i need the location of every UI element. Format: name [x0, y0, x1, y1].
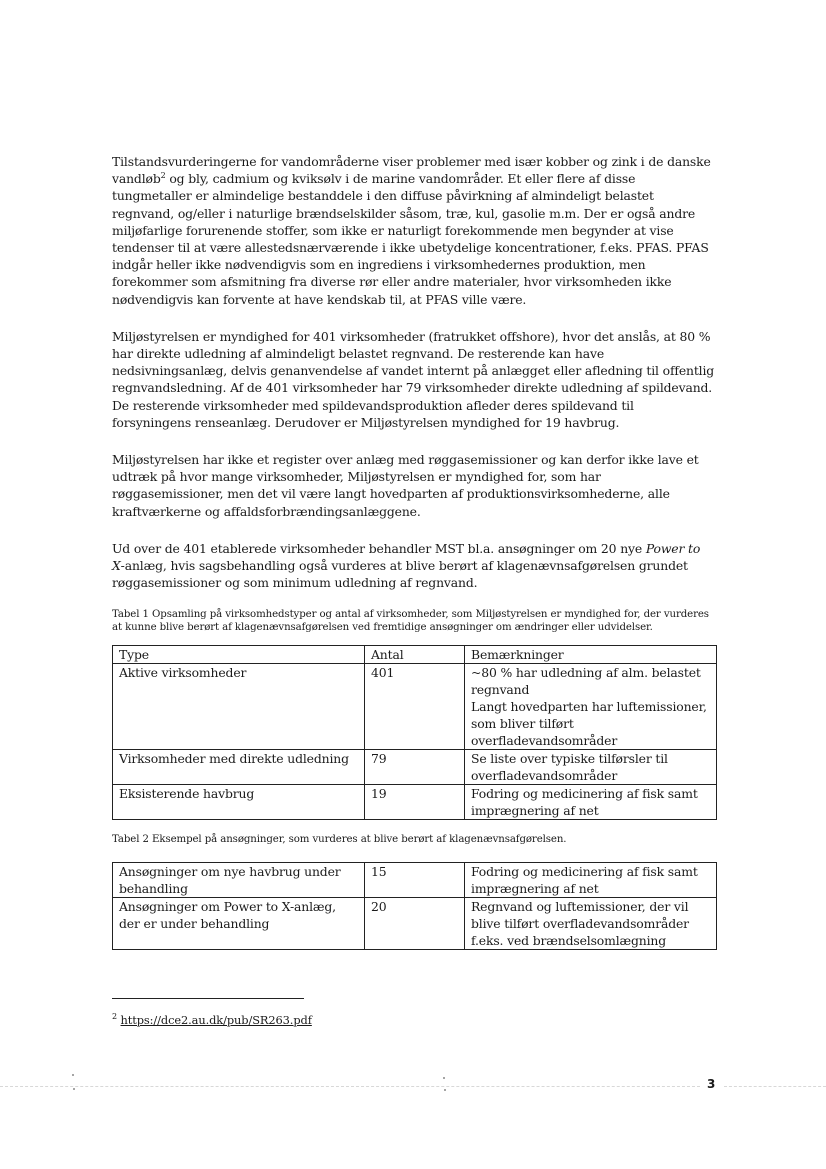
column-header-type: Type — [113, 645, 365, 663]
table-cell-count: 401 — [365, 663, 465, 749]
table-1 — [112, 645, 717, 820]
table-cell-type: Virksomheder med direkte udledning — [113, 749, 365, 784]
paragraph-2: Miljøstyrelsen er myndighed for 401 virksomheder (fratrukket offshore), hvor det anslås, at 80 % har direkte udledning af almindeligt belastet regnvand. De resterende kan have nedsivningsanlæg, delvis genanvendelse af vandet internt på anlægget eller afledning til offentlig regnvandsledning. Af de 401 virksomheder har 79 virksomheder direkte udledning af spildevand. De resterende virksomheder med spildevandsproduktion afleder deres spildevand til forsyningens renseanlæg. Derudover er Miljøstyrelsen myndighed for 19 havbrug. — [112, 328, 715, 430]
footnote — [112, 1012, 312, 1027]
footnote-ref[interactable]: 2 — [160, 171, 166, 181]
table-cell-remarks — [465, 784, 717, 819]
scan-artifact-dot — [443, 1077, 445, 1079]
table-1-caption: Tabel 1 Opsamling på virksomhedstyper og antal af virksomheder, som Miljøstyrelsen er myndighed for, der vurderes at kunne blive berørt af klagenævnsafgørelsen ved fremtidige ansøgninger om ændringer eller udvidelser. — [112, 609, 709, 634]
column-header-count: Antal — [365, 645, 465, 663]
table-2 — [112, 862, 717, 950]
paragraph-1-text-cont: og bly, cadmium og kviksølv i de marine vandområder. Et eller flere af disse tungmetaller er almindelige bestanddele i den diffuse påvirkning af almindeligt belastet regnvand, og/eller i naturlige brændselskilder såsom, træ, kul, gasolie m.m. Der er også andre miljøfarlige forurenende stoffer, som ikke er naturligt forekommende men begynder at vise tendenser til at være allestedsnærværende i ikke ubetydelige koncentrationer, f.eks. PFAS. PFAS indgår heller ikke nødvendigvis som en ingrediens i virksomhedernes produktion, men forekommer som afsmitning fra diverse rør eller andre materialer, hvor virksomheden ikke nødvendigvis kan forvente at have kendskab til, at PFAS ville være. — [112, 171, 709, 307]
table-1-header-row — [113, 645, 717, 663]
table-cell-type: Aktive virksomheder — [113, 663, 365, 749]
paragraph-4-emphasis: Power to X — [112, 540, 701, 574]
remark-line: Se liste over typiske tilførsler til overfladevandsområder — [471, 750, 668, 783]
table-cell-type: Ansøgninger om nye havbrug under behandling — [113, 863, 365, 898]
paragraph-4-text: Ud over de 401 etablerede virksomheder behandler MST bl.a. ansøgninger om 20 nye — [112, 540, 646, 556]
table-2-caption: Tabel 2 Eksempel på ansøgninger, som vurderes at blive berørt af klagenævnsafgørelsen. — [112, 833, 567, 845]
scan-artifact-line — [0, 1086, 700, 1087]
scan-artifact-dot — [72, 1074, 74, 1076]
table-cell-count: 19 — [365, 784, 465, 819]
table-cell-count: 15 — [365, 863, 465, 898]
scan-artifact-dot — [444, 1089, 446, 1091]
table-cell-count: 20 — [365, 898, 465, 950]
footnote-divider — [112, 998, 304, 999]
paragraph-1-text: Tilstandsvurderingerne for vandområderne viser problemer med især kobber og zink i de danske vandløb — [112, 154, 711, 187]
scan-artifact-line — [724, 1086, 826, 1087]
remark-line: Fodring og medicinering af fisk samt imprægnering af net — [471, 785, 698, 818]
footnote-link[interactable]: https://dce2.au.dk/pub/SR263.pdf — [120, 1012, 312, 1027]
table-row — [113, 898, 717, 950]
document-body — [112, 153, 716, 950]
table-cell-remarks — [465, 749, 717, 784]
table-cell-remarks: Fodring og medicinering af fisk samt imprægnering af net — [465, 863, 717, 898]
table-cell-remarks — [465, 663, 717, 749]
remark-line: Langt hovedparten har luftemissioner, som bliver tilført overfladevandsområder — [471, 698, 707, 748]
page-number: 3 — [707, 1077, 716, 1091]
paragraph-3: Miljøstyrelsen har ikke et register over anlæg med røggasemissioner og kan derfor ikke lave et udtræk på hvor mange virksomheder, Miljøstyrelsen er myndighed for, som har røggasemissioner, men det vil være langt hovedparten af produktionsvirksomhederne, alle kraftværkerne og affaldsforbrændingsanlæggene. — [112, 452, 699, 519]
column-header-remarks: Bemærkninger — [465, 645, 717, 663]
footnote-number: 2 — [112, 1012, 117, 1021]
paragraph-1 — [112, 153, 716, 308]
table-cell-count: 79 — [365, 749, 465, 784]
table-row — [113, 784, 717, 819]
paragraph-4-text-cont: -anlæg, hvis sagsbehandling også vurderes at blive berørt af klagenævnsafgørelsen grundet røggasemissioner og som minimum udledning af regnvand. — [112, 558, 688, 591]
remark-line: ~80 % har udledning af alm. belastet regnvand — [471, 664, 701, 697]
table-cell-type: Ansøgninger om Power to X-anlæg, der er under behandling — [113, 898, 365, 950]
table-row — [113, 663, 717, 749]
paragraph-4 — [112, 540, 716, 592]
table-row — [113, 863, 717, 898]
table-row — [113, 749, 717, 784]
table-cell-remarks: Regnvand og luftemissioner, der vil blive tilført overfladevandsområder f.eks. ved brændselsomlægning — [465, 898, 717, 950]
scan-artifact-dot — [73, 1088, 75, 1090]
table-cell-type: Eksisterende havbrug — [113, 784, 365, 819]
